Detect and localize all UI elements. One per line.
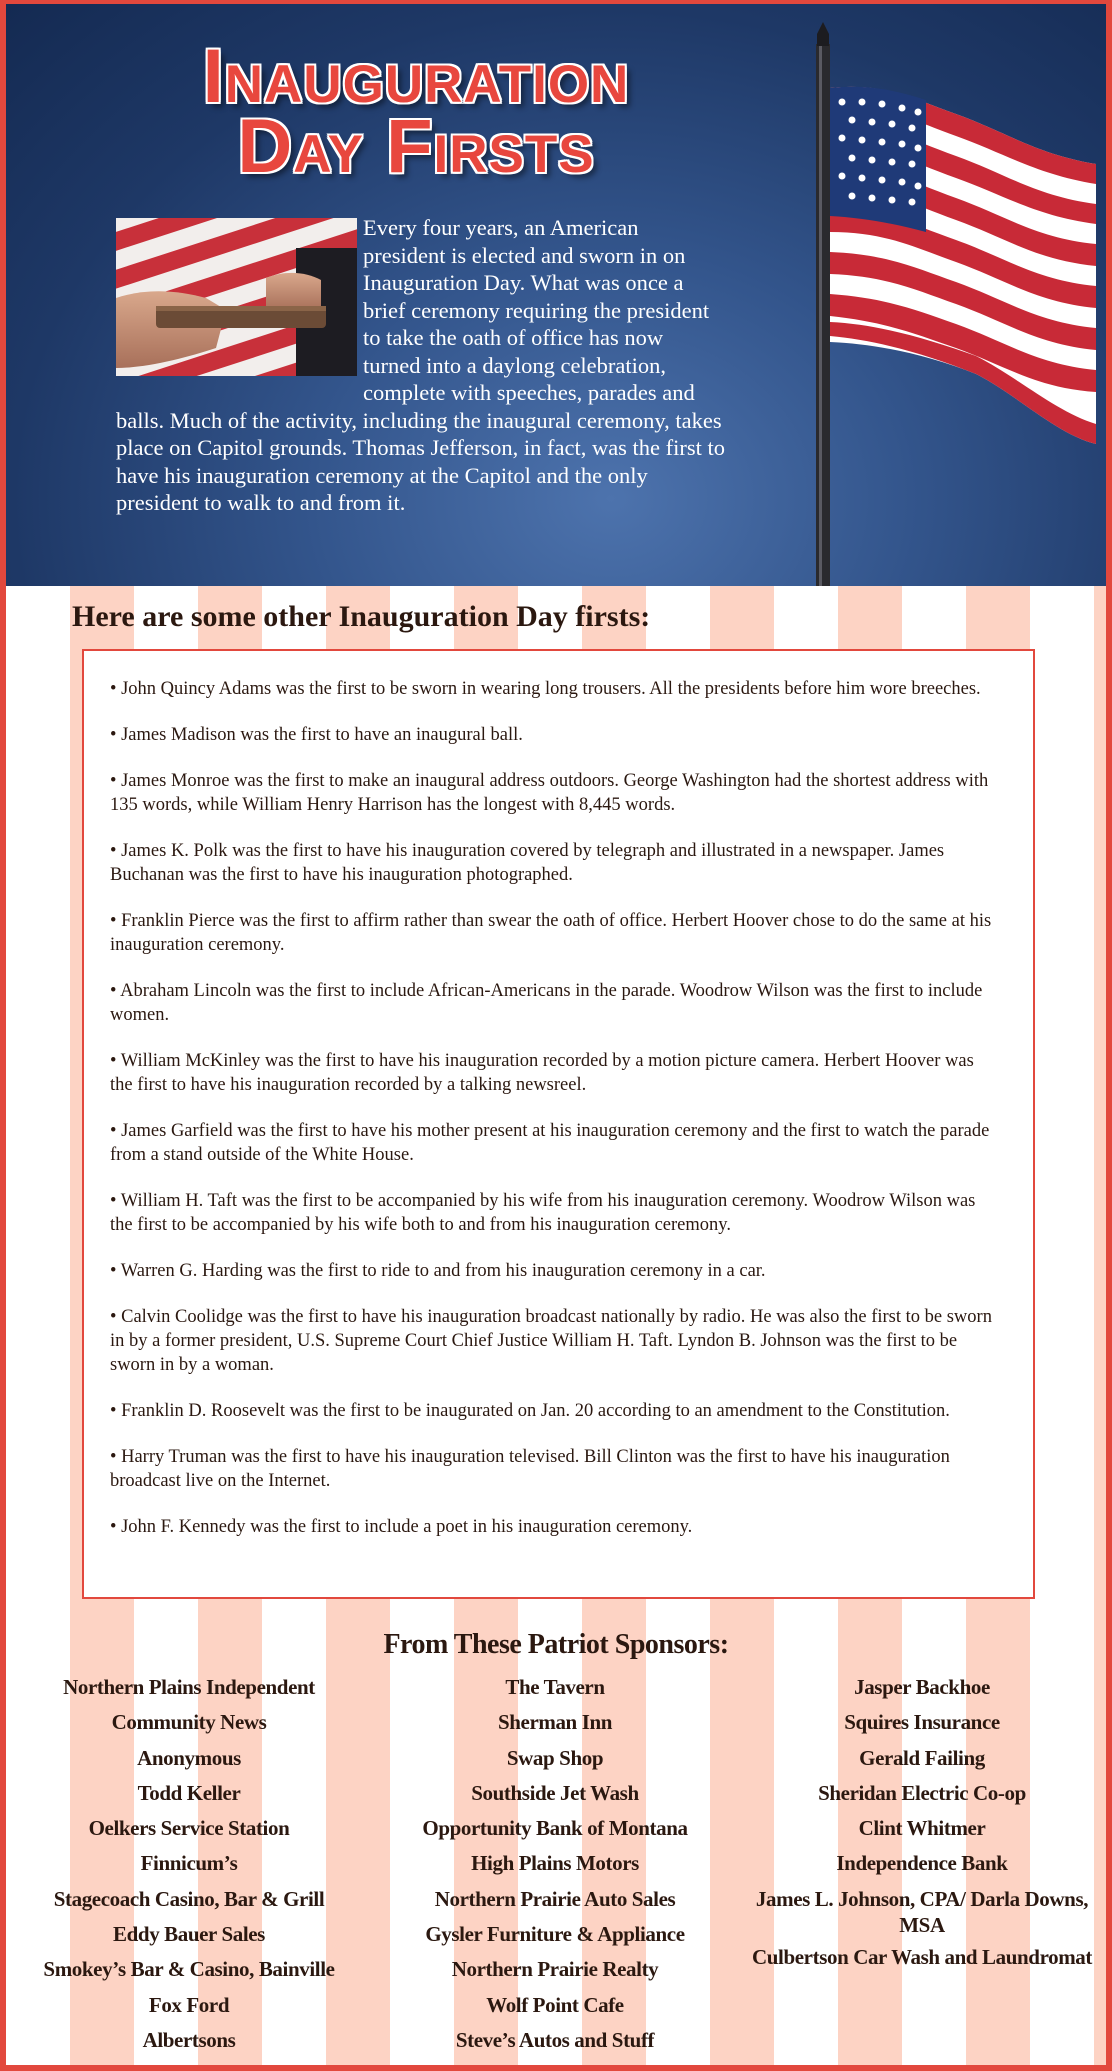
firsts-list-item: • James Madison was the first to have an inaugural ball. bbox=[110, 725, 523, 745]
sponsor-name: Gysler Furniture & Appliance bbox=[425, 1922, 685, 1947]
title-line-2: Day Firsts bbox=[237, 104, 595, 189]
american-flag-image bbox=[766, 4, 1106, 586]
firsts-list-item: • Warren G. Harding was the first to ride to and from his inauguration ceremony in a car. bbox=[110, 1261, 766, 1281]
sponsor-name: Clint Whitmer bbox=[858, 1816, 986, 1841]
sponsor-name: Opportunity Bank of Montana bbox=[422, 1816, 688, 1841]
sponsor-name: Stagecoach Casino, Bar & Grill bbox=[53, 1886, 325, 1911]
sponsors-column-left bbox=[6, 1670, 372, 2058]
sponsor-name: James L. Johnson, CPA/ Darla Downs, MSA bbox=[755, 1886, 1089, 1937]
firsts-list-box bbox=[82, 649, 1035, 1599]
sponsor-name: Northern Prairie Realty bbox=[451, 1957, 659, 1982]
firsts-list-item: • James Garfield was the first to have his mother present at his inauguration ceremony and the first to watch the parade from a stand outside of the White House. bbox=[110, 1121, 990, 1165]
firsts-list-item: • Franklin D. Roosevelt was the first to be inaugurated on Jan. 20 according to an amendment to the Constitution. bbox=[110, 1401, 950, 1421]
firsts-list-item: • James K. Polk was the first to have his inauguration covered by telegraph and illustrated in a newspaper. James Buchanan was the first to have his inauguration photographed. bbox=[110, 841, 945, 885]
sponsor-name: Anonymous bbox=[137, 1745, 241, 1770]
sponsor-name: Gerald Failing bbox=[859, 1745, 985, 1770]
sponsor-name: The Tavern bbox=[505, 1675, 605, 1699]
sponsor-name: Community News bbox=[111, 1710, 267, 1735]
firsts-list-item: • William McKinley was the first to have his inauguration recorded by a motion picture camera. Herbert Hoover was the first to have his inauguration recorded by a talking newsreel. bbox=[110, 1051, 974, 1095]
firsts-list-item: • James Monroe was the first to make an inaugural address outdoors. George Washington had the shortest address with 135 words, while William Henry Harrison has the longest with 8,445 words. bbox=[110, 771, 989, 815]
header-banner bbox=[6, 4, 1106, 586]
firsts-list-item: • Harry Truman was the first to have his inauguration televised. Bill Clinton was the first to have his inauguration broadcast live on the Internet. bbox=[110, 1447, 950, 1491]
sponsor-name: Finnicum’s bbox=[140, 1851, 238, 1876]
sponsor-name: Albertsons bbox=[142, 2027, 236, 2052]
sponsor-name: Northern Plains Independent bbox=[63, 1675, 315, 1699]
sponsor-name: Todd Keller bbox=[137, 1780, 241, 1805]
sponsors-heading: From These Patriot Sponsors: bbox=[383, 1629, 729, 1660]
firsts-list-item: • William H. Taft was the first to be accompanied by his wife from his inauguration ceremony. Woodrow Wilson was the first to be accompanied by his wife both to and from his inauguration ceremony. bbox=[110, 1191, 976, 1235]
sponsor-name: Smokey’s Bar & Casino, Bainville bbox=[43, 1957, 335, 1982]
firsts-list-item: • Calvin Coolidge was the first to have his inauguration broadcast nationally by radio. He was also the first to be sworn in by a former president, U.S. Supreme Court Chief Justice William H. Taft. Lyndon B. Johnson was the first to be sworn in by a woman. bbox=[110, 1307, 992, 1375]
firsts-list-item: • Franklin Pierce was the first to affirm rather than swear the oath of office. Herbert Hoover chose to do the same at his inauguration ceremony. bbox=[110, 911, 992, 955]
sponsor-name: Southside Jet Wash bbox=[471, 1780, 639, 1805]
page-title bbox=[116, 34, 716, 189]
intro-paragraph bbox=[116, 214, 726, 517]
sponsors-column-right bbox=[738, 1670, 1106, 1976]
sponsor-name: Fox Ford bbox=[148, 1992, 230, 2017]
sponsor-name: Sherman Inn bbox=[497, 1710, 613, 1735]
sponsor-name: Culbertson Car Wash and Laundromat bbox=[752, 1944, 1092, 1969]
sponsor-name: Swap Shop bbox=[506, 1745, 604, 1770]
sponsors-column-middle bbox=[372, 1670, 738, 2058]
firsts-list-item: • John F. Kennedy was the first to include a poet in his inauguration ceremony. bbox=[110, 1517, 693, 1537]
firsts-list-item: • John Quincy Adams was the first to be sworn in wearing long trousers. All the presidents before him wore breeches. bbox=[110, 679, 981, 699]
sponsor-name: Northern Prairie Auto Sales bbox=[434, 1886, 676, 1911]
sponsor-name: Eddy Bauer Sales bbox=[113, 1922, 265, 1947]
firsts-heading: Here are some other Inauguration Day firsts: bbox=[72, 600, 651, 633]
sponsor-name: High Plains Motors bbox=[471, 1851, 639, 1876]
sponsor-name: Sheridan Electric Co-op bbox=[818, 1780, 1026, 1805]
sponsor-name: Wolf Point Cafe bbox=[486, 1992, 624, 2017]
sponsor-name: Jasper Backhoe bbox=[854, 1675, 990, 1699]
firsts-list-item: • Abraham Lincoln was the first to include African-Americans in the parade. Woodrow Wilson was the first to include women. bbox=[110, 981, 983, 1025]
sponsor-name: Independence Bank bbox=[836, 1851, 1008, 1876]
title-line-1: Inauguration bbox=[202, 34, 630, 119]
sponsor-name: Steve’s Autos and Stuff bbox=[455, 2027, 655, 2052]
sponsor-name: Oelkers Service Station bbox=[88, 1816, 290, 1841]
sponsor-name: Squires Insurance bbox=[844, 1710, 1000, 1735]
intro-text: Every four years, an American president is elected and sworn in on Inauguration Day. What was once a brief ceremony requiring the president to take the oath of office has now turned into a daylong celebration, complete with speeches, parades and balls. Much of the activity, including the inaugural ceremony, takes place on Capitol grounds. Thomas Jefferson, in fact, was the first to have his inauguration ceremony at the Capitol and the only president to walk to and from it. bbox=[116, 215, 726, 515]
